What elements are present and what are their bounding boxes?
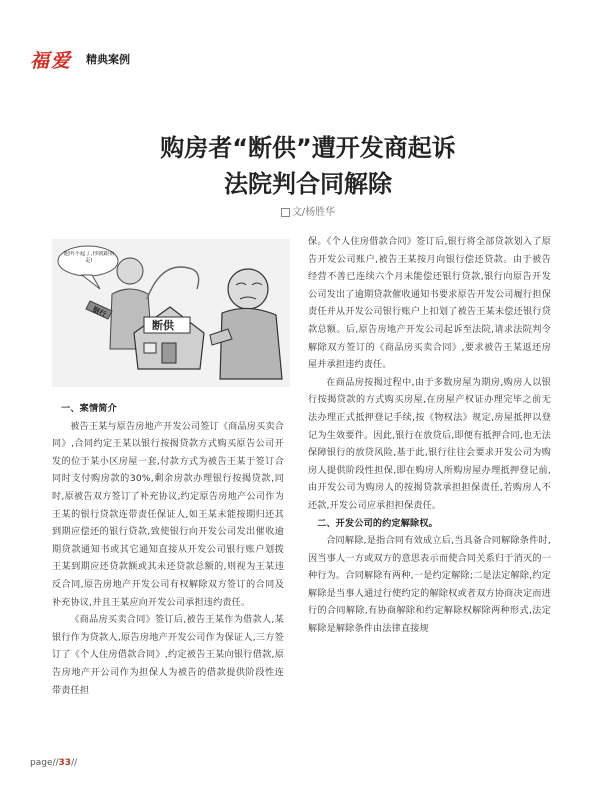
byline-box-icon [281,208,290,217]
house-sign: 断供 [152,319,174,332]
magazine-logo: 福爱 [30,49,73,72]
page-header [30,48,130,70]
page-number: 33 [58,758,72,768]
right-column [308,234,551,639]
byline-text: 文/杨胜华 [291,207,336,218]
paragraph: 合同解除,是指合同有效成立后,当具备合同解除条件时,因当事人一方或双方的意思表示而使合同关系归于消灭的一种行为。合同解除有两种,一是约定解除;二是法定解除,约定解除是当事人通过行使约定的解除权或者双方协商决定而进行的合同解除,有协商解除和约定解除权解除两种形式,法定解除是解除条件由法律直接规 [308,536,551,635]
byline [0,203,616,218]
page-suffix: // [71,758,78,768]
page-footer [30,758,77,768]
cartoon-illustration [52,239,290,387]
section-heading: 二、开发公司的约定解除权。 [317,518,438,529]
paragraph: 被告王某与原告房地产开发公司签订《商品房买卖合同》,合同约定王某以银行按揭贷款方式购买原告公司开发的位于某小区房屋一套,付款方式为被告王某于签订合同时支付购房款的30%,剩余房款办理银行按揭贷款,同时,原被告双方签订了补充协议,约定原告房地产公司作为王某的银行贷款连带责任保证人,如王某未能按期归还其到期应偿还的银行贷款,致使银行向开发公司发出催收逾期贷款通知书或其它通知直接从开发公司银行账户划拨王某到期应还贷款额或其未还贷款总额的,则视为王某违反合同,原告房地产开发公司有权解除双方签订的合同及补充协议,并且王某应向开发公司承担违约责任。 [52,421,284,608]
article-title-line2: 法院判合同解除 [224,170,392,198]
section-heading: 一、案情简介 [61,404,117,414]
bank-label: 银行 [91,305,108,319]
left-column [52,401,284,700]
section-name: 精典案例 [86,53,131,66]
page-prefix: page// [30,758,59,768]
speech-bubble-text: 他所不起了,你就跟着走! [63,251,115,264]
article-title-line1: 购房者“断供”遭开发商起诉 [160,134,456,162]
paragraph: 在商品房按揭过程中,由于多数房屋为期房,购房人以银行按揭贷款的方式购买房屋,在房屋产权证办理完毕之前无法办理正式抵押登记手续,按《物权法》规定,房屋抵押以登记为生效要件。因此,银行在放贷后,即便有抵押合同,也无法保障银行的放贷风险,基于此,银行往往会要求开发公司为购房人提供阶段性担保,即在购房人所购房屋办理抵押登记前,由开发公司为购房人的按揭贷款承担担保责任,若购房人不还款,开发公司应承担担保责任。 [308,377,551,511]
paragraph: 保。《个人住房借款合同》签订后,银行将全部贷款划入了原告开发公司账户,被告王某按月向银行偿还贷款。由于被告经营不善已连续六个月未能偿还银行贷款,银行向原告开发公司发出了逾期贷款催收通知书要求原告开发公司履行担保责任并从开发公司银行账户上扣划了被告王某未偿还银行贷款总额。后,原告房地产开发公司起诉至法院,请求法院判令解除双方签订的《商品房买卖合同》,要求被告王某返还房屋并承担违约责任。 [308,237,551,371]
paragraph: 《商品房买卖合同》签订后,被告王某作为借款人,某银行作为贷款人,原告房地产开发公司作为保证人,三方签订了《个人住房借款合同》,约定被告王某向银行借款,原告房地产开公司作为担保人为被告的借款提供阶段性连带责任担 [52,615,284,696]
